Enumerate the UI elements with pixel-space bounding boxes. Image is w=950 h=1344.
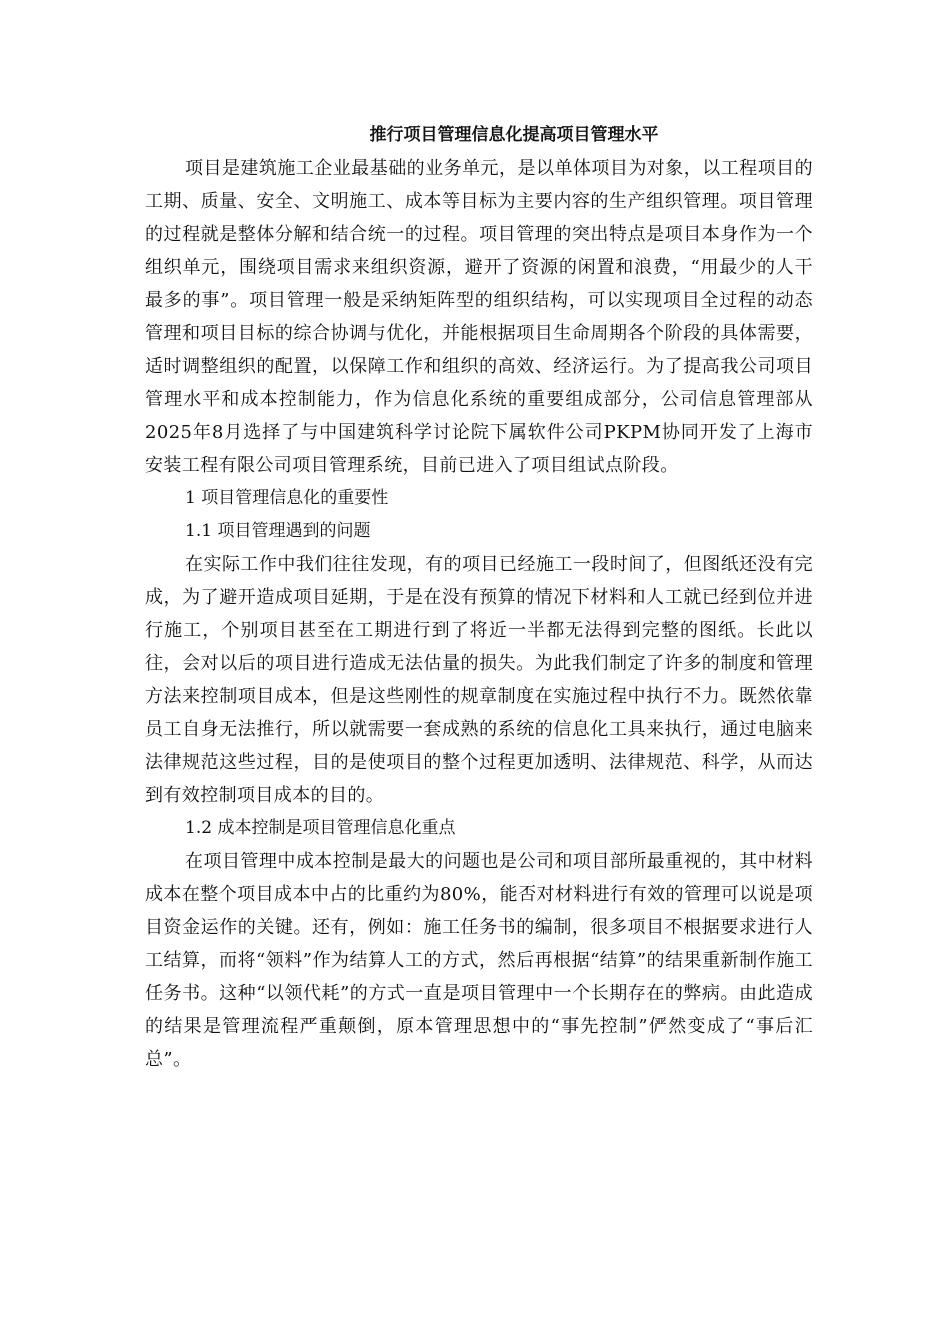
document-title: 推行项目管理信息化提高项目管理水平: [369, 125, 659, 145]
section-1-2-paragraph: 在项目管理中成本控制是最大的问题也是公司和项目部所最重视的，其中材料成本在整个项目成本中占的比重约为80%，能否对材料进行有效的管理可以说是项目资金运作的关键。还有，例如：施工任务书的编制，很多项目不根据要求进行人工结算，而将“领料”作为结算人工的方式，然后再根据“结算”的结果重新制作施工任务书。这种“以领代耗”的方式一直是项目管理中一个长期存在的弊病。由此造成的结果是管理流程严重颠倒，原本管理思想中的“事先控制”俨然变成了“事后汇总”。: [145, 851, 813, 1070]
intro-paragraph: 项目是建筑施工企业最基础的业务单元，是以单体项目为对象，以工程项目的工期、质量、安全、文明施工、成本等目标为主要内容的生产组织管理。项目管理的过程就是整体分解和结合统一的过程。项目管理的突出特点是项目本身作为一个组织单元，围绕项目需求来组织资源，避开了资源的闲置和浪费，“用最少的人干最多的事”。项目管理一般是采纳矩阵型的组织结构，可以实现项目全过程的动态管理和项目目标的综合协调与优化，并能根据项目生命周期各个阶段的具体需要，适时调整组织的配置，以保障工作和组织的高效、经济运行。为了提高我公司项目管理水平和成本控制能力，作为信息化系统的重要组成部分，公司信息管理部从2025年8月选择了与中国建筑科学讨论院下属软件公司PKPM协同开发了上海市安装工程有限公司项目管理系统，目前已进入了项目组试点阶段。: [145, 158, 813, 476]
section-1-1-paragraph: 在实际工作中我们往往发现，有的项目已经施工一段时间了，但图纸还没有完成，为了避开造成项目延期，于是在没有预算的情况下材料和人工就已经到位并进行施工，个别项目甚至在工期进行到了将近一半都无法得到完整的图纸。长此以往，会对以后的项目进行造成无法估量的损失。为此我们制定了许多的制度和管理方法来控制项目成本，但是这些刚性的规章制度在实施过程中执行不力。既然依靠员工自身无法推行，所以就需要一套成熟的系统的信息化工具来执行，通过电脑来法律规范这些过程，目的是使项目的整个过程更加透明、法律规范、科学，从而达到有效控制项目成本的目的。: [145, 554, 813, 806]
section-1-1-heading: 1.1 项目管理遇到的问题: [185, 521, 371, 541]
section-1-heading: 1 项目管理信息化的重要性: [185, 488, 389, 508]
section-1-2-heading: 1.2 成本控制是项目管理信息化重点: [185, 818, 456, 838]
document-page: [145, 118, 813, 1076]
